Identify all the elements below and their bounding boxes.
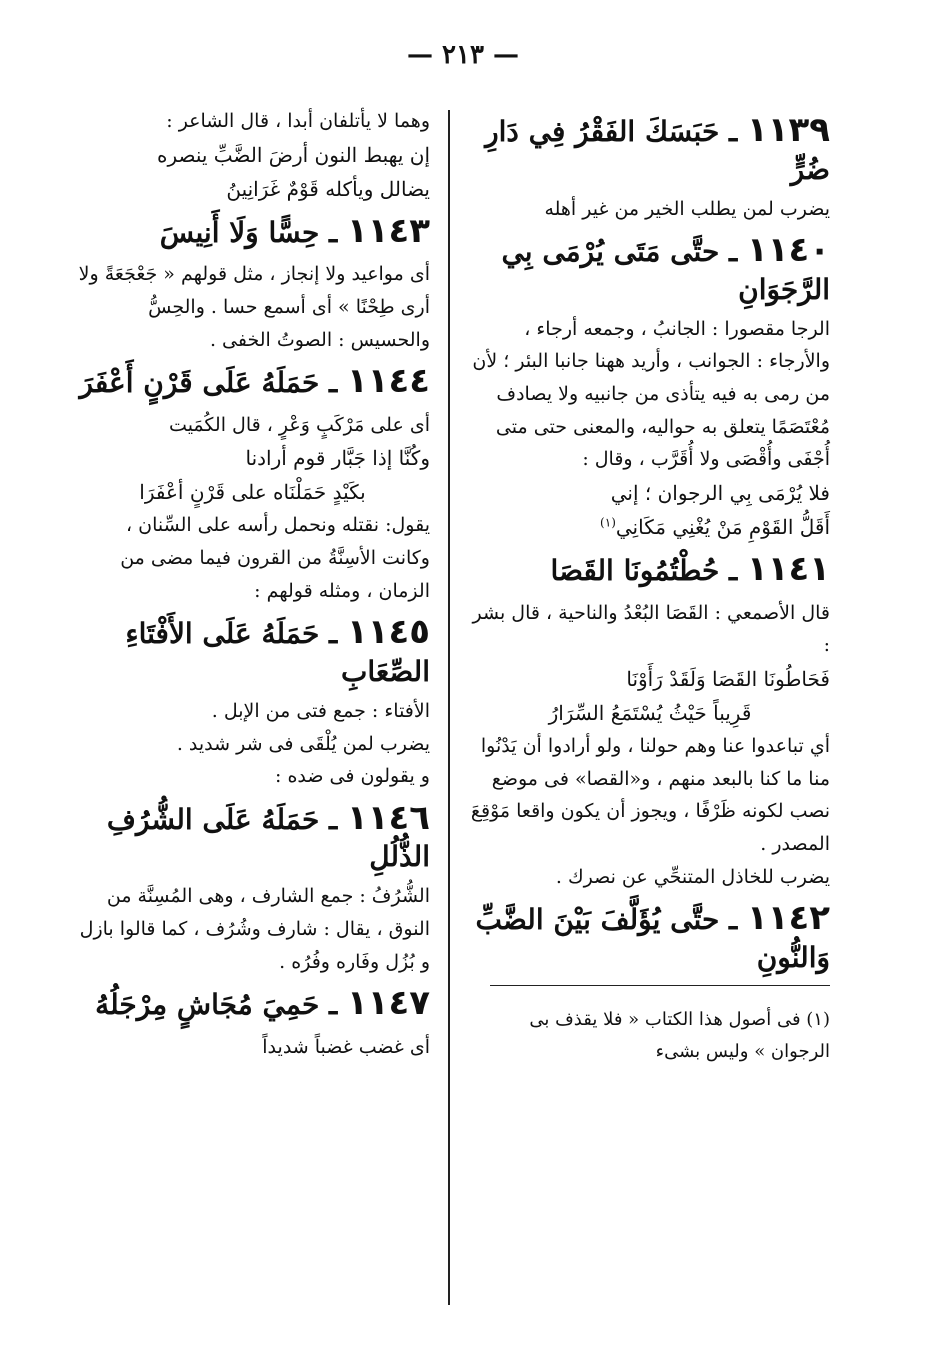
explanation: يقول: نقتله ونحمل رأسه على السِّنان ، وكانت الأسِنَّةُ من القرون فيما مضى من الزمان ، ومثله قولهم : [120,514,430,602]
verse-line: بكَيْدٍ حَمَلْنَاه على قَرْنٍ أعْفَرَا [139,480,366,505]
left-column [75,105,430,1064]
proverb-text: ـ حَمَلَهُ عَلَى الأَفْتَاءِ الصِّعَابِ [125,617,430,688]
proverb-1143 [75,210,430,253]
proverb-1145 [75,611,430,689]
proverb-number: ١١٤١ [746,549,830,590]
right-column [470,105,830,1087]
proverb-1147 [75,982,430,1025]
verse-line: قَرِيباً حَيْثُ يُسْتَمَعُ السِّرَارُ [548,700,752,725]
footnote-rule [490,985,830,986]
footnote-mark: (١) [600,515,616,530]
proverb-text: ـ حَبَسَكَ الفَقْرُ فِي دَارِ ضُرٍّ [485,115,830,186]
page-number: — ٢١٣ — [406,40,520,70]
explanation: أي تباعدوا عنا وهم حولنا ، ولو أرادوا أن يَدْنُوا منا ما كنا بالبعد منهم ، و«القصا» فى موضع نصب لكونه ظَرْفًا ، ويجوز أن يكون واقعا مَوْقِعَ المصدر . [470,734,830,855]
explanation: الرجا مقصورا : الجانبُ ، وجمعه أرجاء ، والأرجاء : الجوانب ، وأريد ههنا جانبا البئر ؛ لأن من رمى به فيه يتأذى من جانبيه ولا يصادف مُعْتَصَمًا يتعلق به حواليه، والمعنى حتى متى أُجْفَى وأُقْصَى ولا أُقَرَّب ، وقال : [472,317,830,471]
explanation: وهما لا يأتلفان أبدا ، قال الشاعر : [166,110,430,132]
proverb-number: ١١٤٤ [346,361,430,402]
verse-text: أَقَلُّ القَوْمِ مَنْ يُغْنِي مَكَانِي [615,515,830,540]
verse-line: إن يهبط النون أرضَ الضَّبِّ ينصره [156,142,430,167]
column-divider [448,110,450,1305]
proverb-number: ١١٣٩ [746,110,830,150]
verse-line: فَحَاطُونَا القَصَا وَلَقَدْ رَأَوْنَا [626,666,830,691]
explanation: الأفتاء : جمع فتى من الإبل . [211,699,430,722]
verse-line [470,510,830,544]
proverb-1141 [470,548,830,591]
proverb-number: ١١٤٠ [746,230,830,271]
explanation: و يقولون فى ضده : [275,765,430,788]
footnote: (١) فى أصول هذا الكتاب « فلا يقذف بى الرجوان » وليس بشىء [529,1008,830,1063]
proverb-text: ـ حِسًّا وَلَا أَنِيسَ [159,215,338,249]
proverb-number: ١١٤٣ [346,210,430,251]
proverb-1146 [75,797,430,875]
explanation: يضرب للخاذل المتنحِّي عن نصرك . [555,865,830,888]
proverb-number: ١١٤٢ [746,898,830,939]
explanation: أى مواعيد ولا إنجاز ، مثل قولهم « جَعْجَعَةً ولا أرى طِحْنًا » أى أسمع حسا . والحِسُّ والحسيس : الصوتُ الخفى . [78,263,430,351]
proverb-1139 [470,109,830,187]
proverb-text: ـ حَمِيَ مُجَاشٍ مِرْجَلُهُ [95,988,338,1022]
explanation: أى على مَرْكَبٍ وَعْرٍ ، قال الكُمَيت [169,413,430,436]
proverb-text: ـ حتَّى مَتَى يُرْمَى بِي الرَّجَوَانِ [501,235,830,306]
proverb-number: ١١٤٧ [346,983,430,1024]
proverb-text: ـ حُطْتُمُونَا القَصَا [550,554,738,588]
proverb-text: ـ حَمَلَهُ عَلَى الشُّرُفِ الذُّلُلِ [106,802,430,874]
verse-line: فلا يُرْمَى بِي الرجوان ؛ إني [610,481,830,506]
proverb-1142 [470,897,830,975]
proverb-text: ـ حتَّى يُؤَلَّفَ بَيْنَ الضَّبِّ وَالنُّونِ [475,903,830,974]
verse-line: يضالل ويأكله قَوْمٌ غَرَانِينُ [226,176,430,201]
explanation: الشُّرُفُ : جمع الشارف ، وهى المُسِنَّة من النوق ، يقال : شارف وشُرُف ، كما قالوا بازل و بُزُل وفَاره وفُرُه . [79,885,430,973]
explanation: يضرب لمن يطلب الخير من غير أهله [544,197,830,220]
explanation: يضرب لمن يُلْقَى فى شر شديد . [176,732,430,755]
proverb-1144 [75,360,430,403]
proverb-number: ١١٤٦ [346,797,430,838]
proverb-number: ١١٤٥ [346,612,430,653]
proverb-text: ـ حَمَلَهُ عَلَى قَرْنٍ أَعْفَرَ [79,366,338,400]
explanation: أى غضب غضباً شديداً [262,1035,430,1058]
verse-line: وكُنَّا إذا جَبَّار قوم أرادنا [245,446,430,471]
explanation: قال الأصمعي : القَصَا البُعْدُ والناحية ، قال بشر : [472,601,830,657]
proverb-1140 [470,229,830,307]
